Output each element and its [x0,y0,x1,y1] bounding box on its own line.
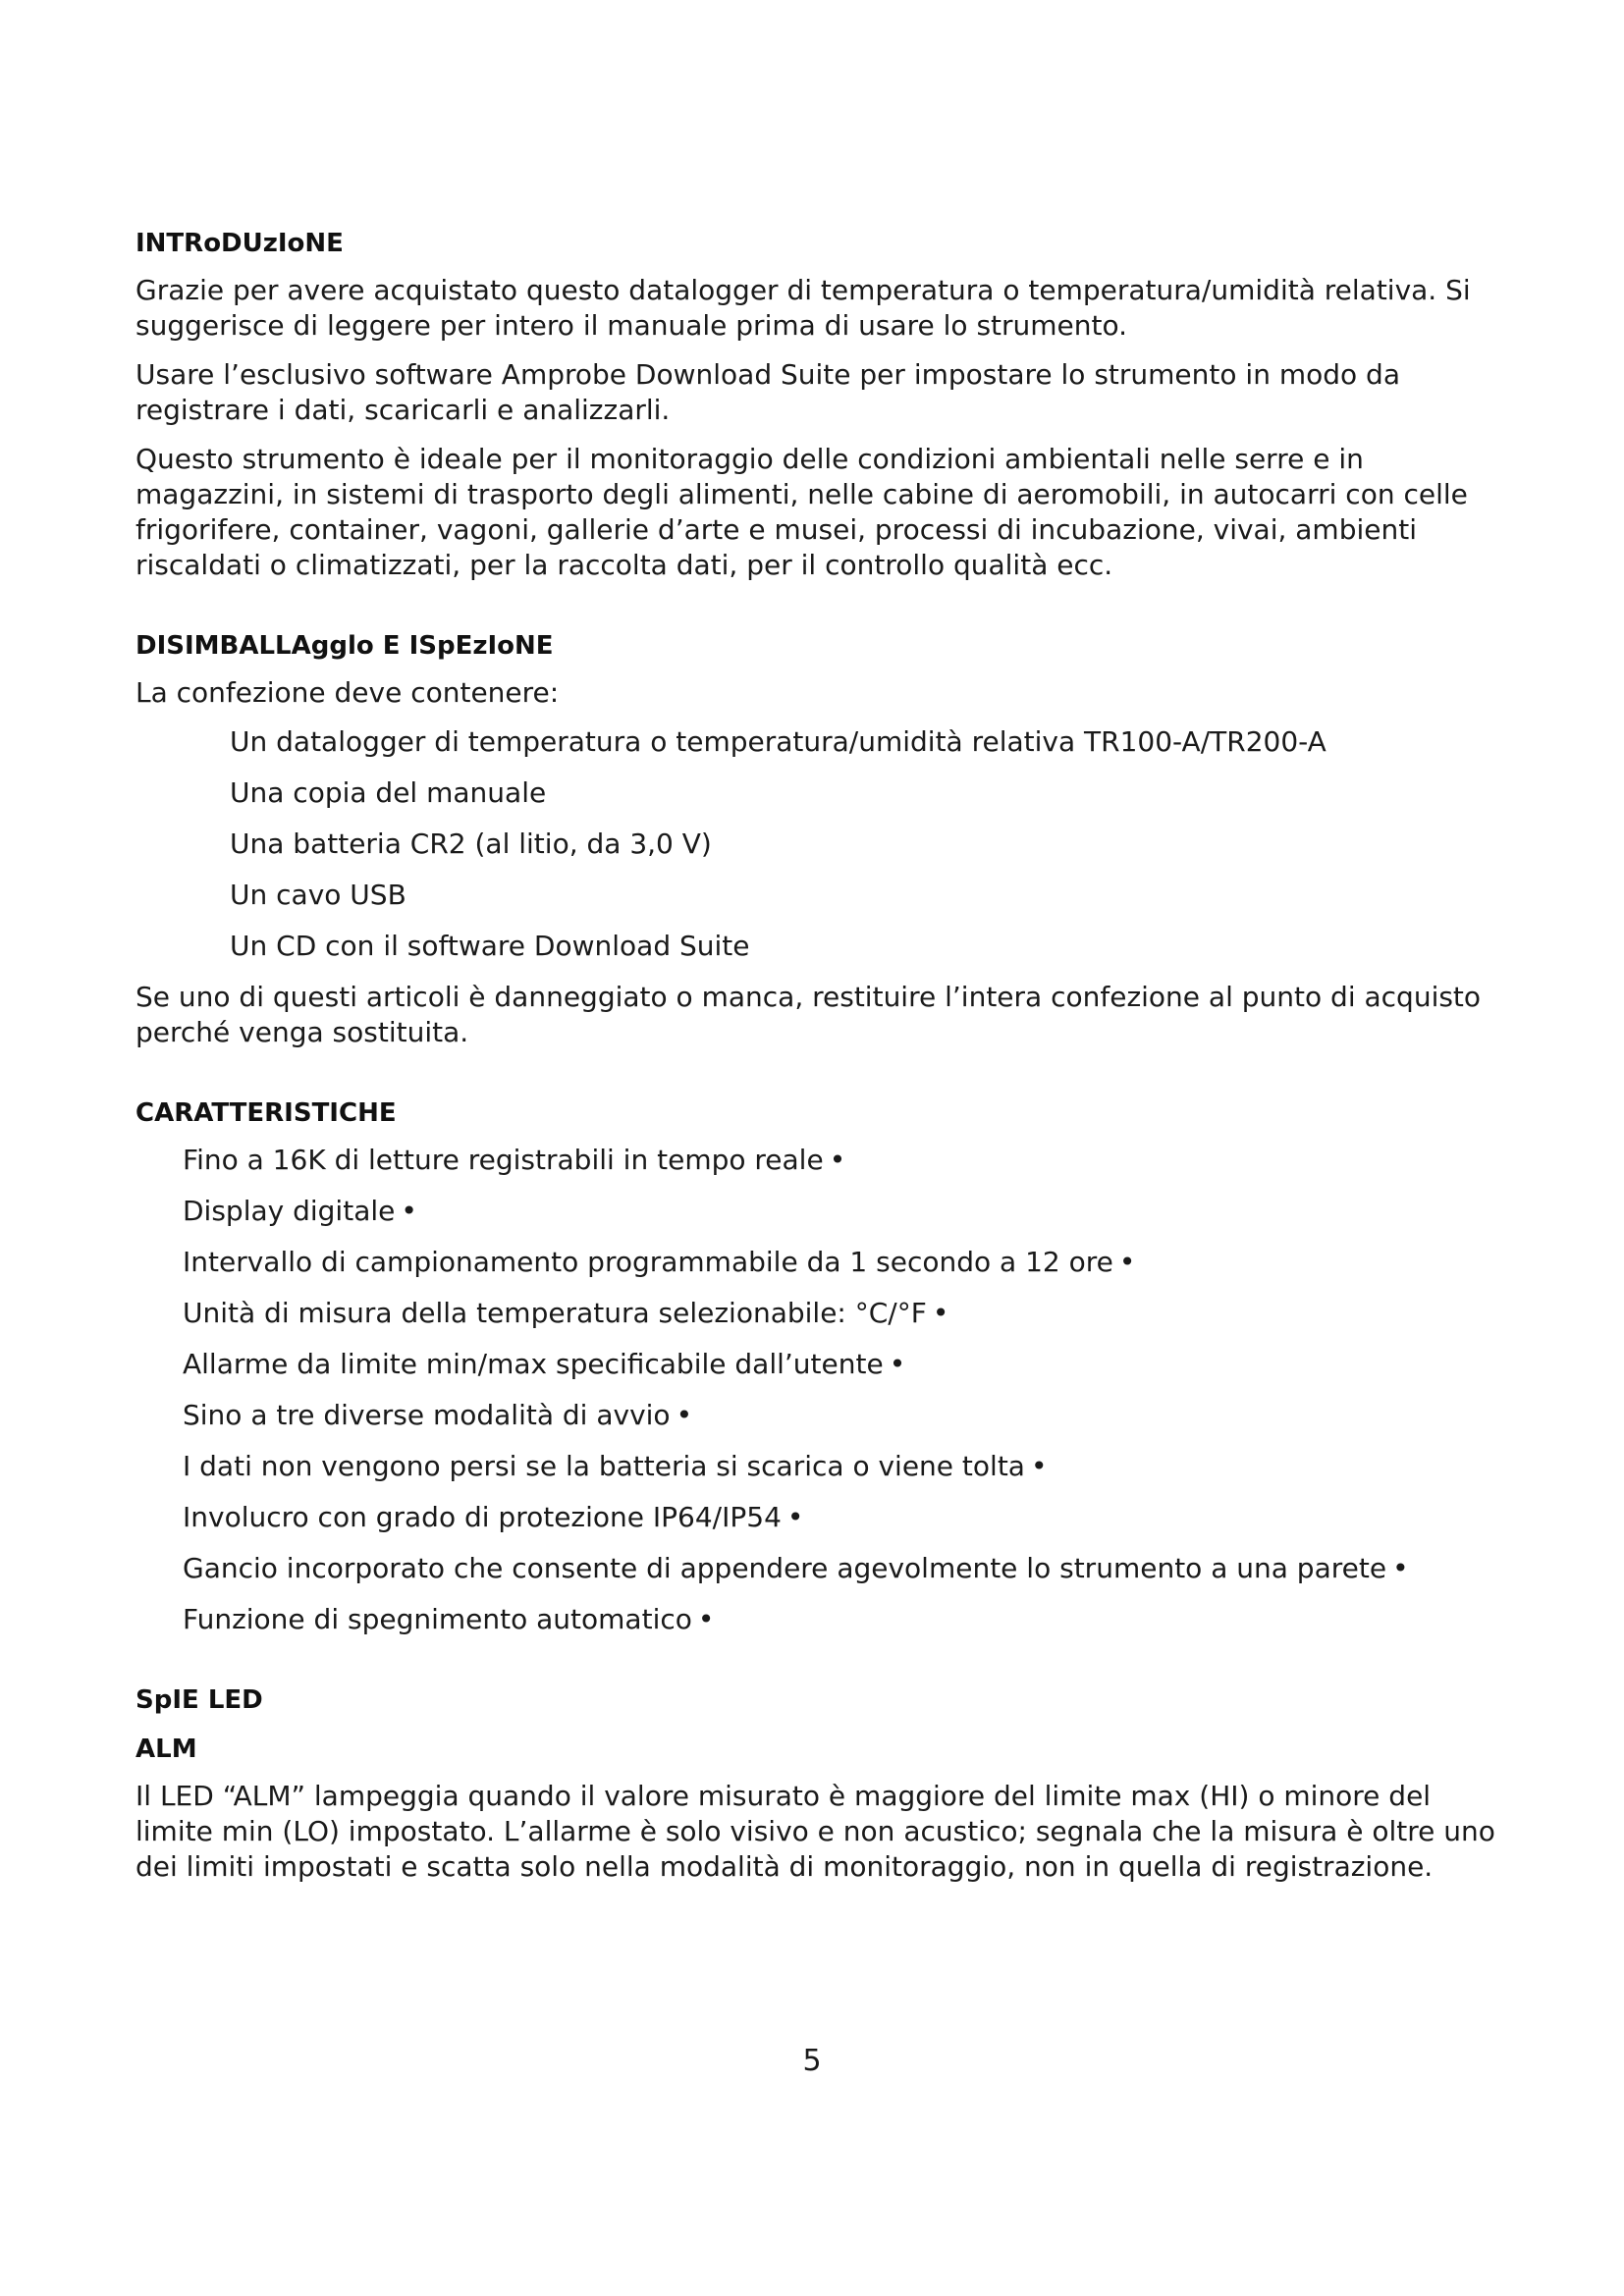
package-contents-list [135,724,1510,964]
introduction-heading: INTRoDUzIoNE [135,229,344,258]
unpacking-heading: DISIMBALLAgglo E ISpEzIoNE [135,631,554,661]
bullet-icon: • [1392,1552,1409,1584]
leds-heading: SpIE LED [135,1685,263,1715]
bullet-icon: • [401,1195,417,1227]
feature-item [183,1296,1510,1331]
feature-item [183,1245,1510,1280]
feature-text: I dati non vengono persi se la batteria si scarica o viene tolta [183,1450,1025,1482]
intro-paragraph: Grazie per avere acquistato questo datalogger di temperatura o temperatura/umidità relativa. Si suggerisce di leggere per intero il manuale prima di usare lo strumento. [135,274,1471,342]
bullet-icon: • [829,1144,846,1176]
bullet-icon: • [889,1348,906,1380]
package-item: Un datalogger di temperatura o temperatura/umidità relativa TR100-A/TR200-A [230,725,1326,758]
page-content [135,224,1510,1928]
feature-text: Intervallo di campionamento programmabile da 1 secondo a 12 ore [183,1246,1113,1278]
bullet-icon: • [1118,1246,1136,1278]
feature-item [183,1500,1510,1535]
feature-item [183,1143,1510,1178]
package-item: Un CD con il software Download Suite [230,930,750,962]
intro-paragraph: Questo strumento è ideale per il monitoraggio delle condizioni ambientali nelle serre e in magazzini, in sistemi di trasporto degli alimenti, nelle cabine di aeromobili, in autocarri con celle frigorifere, container, vagoni, gallerie d’arte e musei, processi di incubazione, vivai, ambienti riscaldati o climatizzati, per la raccolta dati, per il controllo qualità ecc. [135,443,1468,581]
feature-text: Sino a tre diverse modalità di avvio [183,1399,671,1431]
section-leds [135,1681,1510,1885]
bullet-icon: • [932,1297,949,1329]
bullet-icon: • [697,1603,715,1635]
section-features [135,1094,1510,1637]
unpacking-lead: La confezione deve contenere: [135,676,560,709]
section-introduction [135,224,1510,583]
feature-item [183,1602,1510,1637]
package-item: Un cavo USB [230,879,406,911]
alm-description: Il LED “ALM” lampeggia quando il valore misurato è maggiore del limite max (HI) o minore del limite min (LO) impostato. L’allarme è solo visivo e non acustico; segnala che la misura è oltre uno dei limiti impostati e scatta solo nella modalità di monitoraggio, non in quella di registrazione. [135,1780,1495,1883]
bullet-icon: • [1030,1450,1048,1482]
feature-text: Funzione di spegnimento automatico [183,1603,692,1635]
feature-text: Gancio incorporato che consente di appendere agevolmente lo strumento a una parete [183,1552,1387,1584]
features-list [135,1143,1510,1637]
bullet-icon: • [676,1399,693,1431]
feature-text: Fino a 16K di letture registrabili in tempo reale [183,1144,824,1176]
intro-paragraph: Usare l’esclusivo software Amprobe Download Suite per impostare lo strumento in modo da registrare i dati, scaricarli e analizzarli. [135,358,1400,426]
package-item: Una batteria CR2 (al litio, da 3,0 V) [230,828,712,860]
feature-item [183,1194,1510,1229]
feature-item [183,1347,1510,1382]
feature-text: Allarme da limite min/max specificabile dall’utente [183,1348,884,1380]
feature-text: Display digitale [183,1195,396,1227]
bullet-icon: • [786,1501,804,1533]
feature-item [183,1551,1510,1586]
alm-subheading: ALM [135,1735,197,1764]
package-item: Una copia del manuale [230,776,547,809]
section-unpacking [135,626,1510,1050]
feature-text: Unità di misura della temperatura selezionabile: °C/°F [183,1297,927,1329]
feature-text: Involucro con grado di protezione IP64/IP54 [183,1501,782,1533]
unpacking-closing: Se uno di questi articoli è danneggiato o manca, restituire l’intera confezione al punto di acquisto perché venga sostituita. [135,981,1482,1048]
features-heading: CARATTERISTICHE [135,1098,397,1128]
page-number: 5 [802,2044,822,2078]
feature-item [183,1398,1510,1433]
feature-item [183,1449,1510,1484]
